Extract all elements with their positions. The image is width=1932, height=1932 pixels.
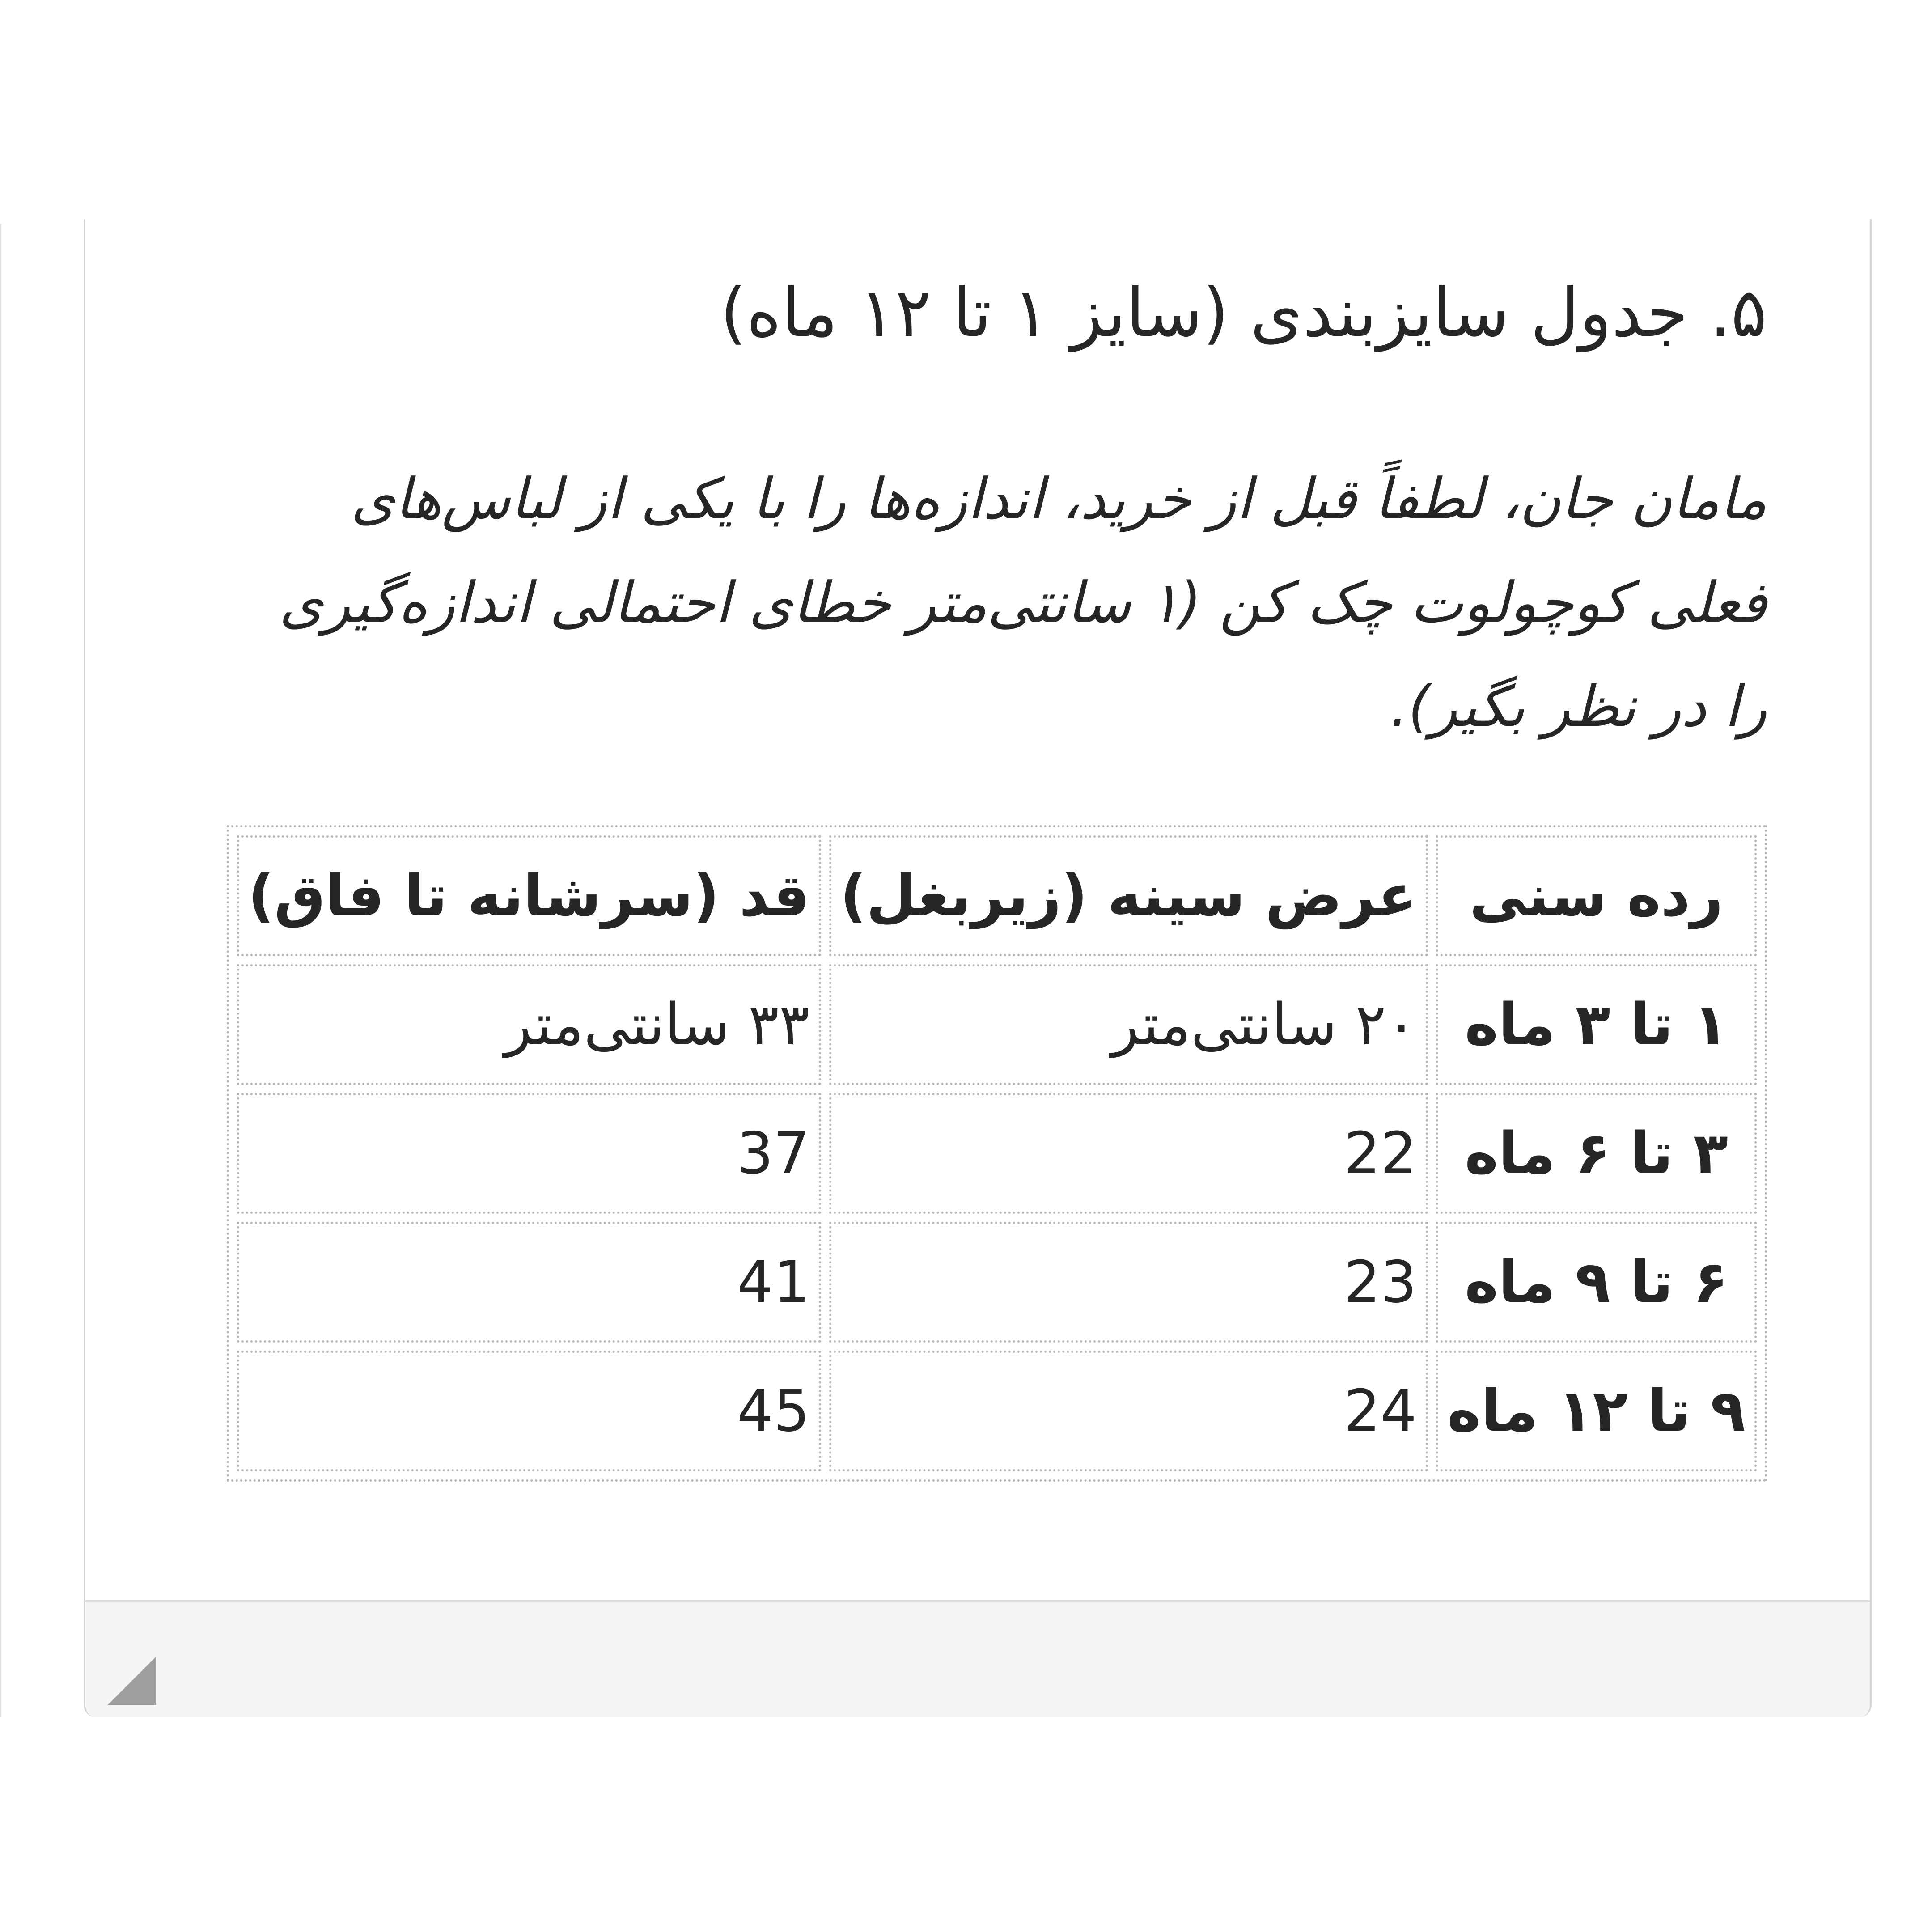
table-row [237, 1093, 1757, 1214]
table-row [237, 1222, 1757, 1343]
cell-body-length: 37 [237, 1093, 821, 1214]
cell-body-length: 45 [237, 1351, 821, 1471]
section-heading: ۵. جدول سایزبندی (سایز ۱ تا ۱۲ ماه) [720, 274, 1767, 352]
cell-age-range: ۶ تا ۹ ماه [1436, 1222, 1757, 1343]
size-chart-table [227, 825, 1767, 1482]
header-chest-width: عرض سینه (زیربغل) [829, 835, 1428, 956]
cell-body-length: 41 [237, 1222, 821, 1343]
table-row [237, 1351, 1757, 1471]
editor-status-bar [85, 1600, 1870, 1717]
editor-frame [84, 219, 1872, 1717]
cell-body-length: ۳۳ سانتی‌متر [237, 964, 821, 1085]
header-body-length: قد (سرشانه تا فاق) [237, 835, 821, 956]
section-description: مامان جان، لطفاً قبل از خرید، اندازه‌ها را با یکی از لباس‌های فعلی کوچولوت چک کن (۱ سانتی‌متر خطای احتمالی اندازه‌گیری را در نظر بگیر). [279, 466, 1767, 739]
page-left-edge [0, 224, 1, 1717]
resize-corner-icon[interactable] [108, 1657, 156, 1705]
table-row [237, 964, 1757, 1085]
editor-content-area[interactable] [85, 219, 1870, 1600]
cell-chest-width: 24 [829, 1351, 1428, 1471]
header-age-range: رده سنی [1436, 835, 1757, 956]
cell-age-range: ۹ تا ۱۲ ماه [1436, 1351, 1757, 1471]
cell-chest-width: 23 [829, 1222, 1428, 1343]
cell-age-range: ۱ تا ۳ ماه [1436, 964, 1757, 1085]
table-header-row [237, 835, 1757, 956]
cell-chest-width: ۲۰ سانتی‌متر [829, 964, 1428, 1085]
cell-chest-width: 22 [829, 1093, 1428, 1214]
cell-age-range: ۳ تا ۶ ماه [1436, 1093, 1757, 1214]
